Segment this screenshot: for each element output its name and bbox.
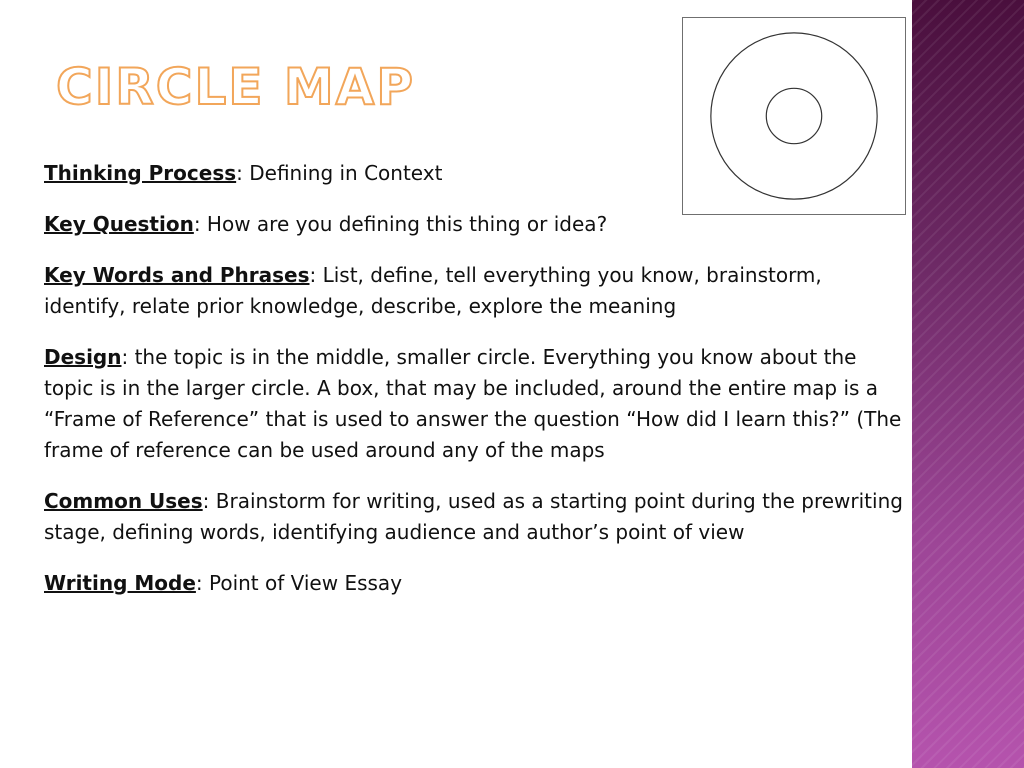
- side-band-pattern: [912, 0, 1024, 768]
- thinking-process-text: : Defining in Context: [236, 161, 443, 185]
- thinking-process-paragraph: [44, 158, 904, 189]
- common-uses-text: : Brainstorm for writing, used as a starting point during the prewriting stage, defining words, identifying audience and author’s point of view: [44, 489, 903, 544]
- slide-body: [44, 158, 904, 619]
- decorative-side-band: [912, 0, 1024, 768]
- key-question-text: : How are you defining this thing or idea?: [193, 212, 608, 236]
- key-question-label: Key Question: [44, 212, 194, 236]
- thinking-process-label: Thinking Process: [44, 161, 237, 185]
- design-text: : the topic is in the middle, smaller circle. Everything you know about the topic is in the larger circle. A box, that may be included, around the entire map is a “Frame of Reference” that is used to answer the question “How did I learn this?” (The frame of reference can be used around any of the maps: [44, 345, 902, 462]
- key-words-paragraph: [44, 260, 904, 322]
- design-paragraph: [44, 342, 904, 466]
- slide-title: CIRCLE MAP: [56, 58, 416, 116]
- writing-mode-paragraph: [44, 568, 904, 599]
- key-words-label: Key Words and Phrases: [44, 263, 310, 287]
- key-question-paragraph: [44, 209, 904, 240]
- common-uses-paragraph: [44, 486, 904, 548]
- design-label: Design: [44, 345, 122, 369]
- common-uses-label: Common Uses: [44, 489, 203, 513]
- writing-mode-text: : Point of View Essay: [195, 571, 403, 595]
- writing-mode-label: Writing Mode: [44, 571, 196, 595]
- inner-circle: [766, 88, 821, 143]
- key-words-text: : List, define, tell everything you know, brainstorm, identify, relate prior knowledge, describe, explore the meaning: [44, 263, 822, 318]
